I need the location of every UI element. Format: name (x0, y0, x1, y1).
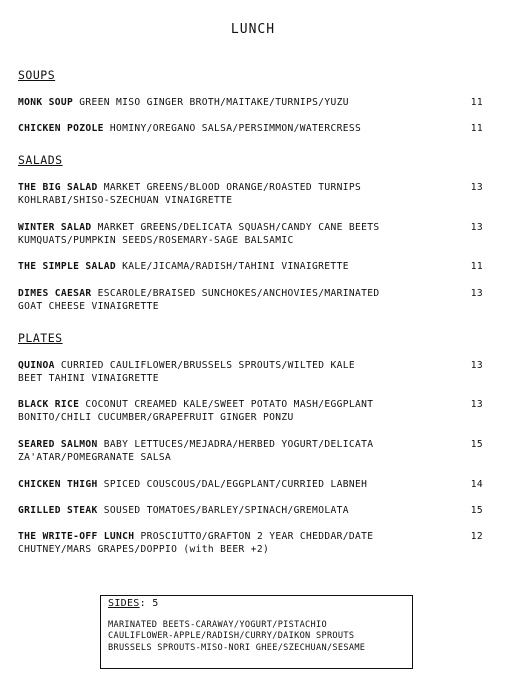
item-price: 12 (470, 531, 483, 542)
item-description: COCONUT CREAMED KALE/SWEET POTATO MASH/EGGPLANT BONITO/CHILI CUCUMBER/GRAPEFRUIT GINGER PONZU (18, 399, 374, 423)
item-price: 13 (470, 399, 483, 410)
item-price: 13 (470, 360, 483, 371)
item-name: SEARED SALMON (18, 439, 98, 450)
menu-item-simple-salad (18, 260, 488, 273)
item-name: BLACK RICE (18, 399, 80, 410)
menu-item-grilled-steak (18, 504, 488, 517)
item-description: MARKET GREENS/BLOOD ORANGE/ROASTED TURNIPS KOHLRABI/SHISO-SZECHUAN VINAIGRETTE (18, 182, 362, 206)
menu-item-chicken-pozole (18, 122, 488, 135)
menu-item-dimes-caesar (18, 287, 488, 313)
item-description: PROSCIUTTO/GRAFTON 2 YEAR CHEDDAR/DATE CHUTNEY/MARS GRAPES/DOPPIO (with BEER +2) (18, 531, 374, 555)
menu-item-chicken-thigh (18, 478, 488, 491)
menu-item-monk-soup (18, 96, 488, 109)
menu-item-black-rice (18, 398, 488, 424)
item-description: SOUSED TOMATOES/BARLEY/SPINACH/GREMOLATA (103, 505, 349, 516)
section-heading-soups: SOUPS (18, 68, 56, 82)
item-description: CURRIED CAULIFLOWER/BRUSSELS SPROUTS/WILTED KALE BEET TAHINI VINAIGRETTE (18, 360, 355, 384)
item-text (18, 260, 446, 273)
side-item: CAULIFLOWER-APPLE/RADISH/CURRY/DAIKON SPROUTS (108, 631, 355, 641)
item-description: ESCAROLE/BRAISED SUNCHOKES/ANCHOVIES/MARINATED GOAT CHEESE VINAIGRETTE (18, 288, 380, 312)
item-text (18, 122, 446, 135)
item-name: QUINOA (18, 360, 55, 371)
sides-heading (108, 598, 412, 610)
sides-box (100, 595, 413, 669)
item-name: GRILLED STEAK (18, 505, 98, 516)
item-price: 15 (470, 505, 483, 516)
item-text (18, 359, 446, 385)
item-description: GREEN MISO GINGER BROTH/MAITAKE/TURNIPS/YUZU (79, 97, 349, 108)
item-text (18, 398, 446, 424)
item-price: 11 (470, 261, 483, 272)
sides-label: SIDES (108, 598, 140, 609)
item-text (18, 181, 446, 207)
item-name: MONK SOUP (18, 97, 74, 108)
item-text (18, 504, 446, 517)
item-name: THE BIG SALAD (18, 182, 98, 193)
item-description: KALE/JICAMA/RADISH/TAHINI VINAIGRETTE (122, 261, 349, 272)
item-text (18, 530, 446, 556)
menu-title: LUNCH (230, 22, 276, 37)
item-text (18, 287, 446, 313)
item-text (18, 478, 446, 491)
item-price: 13 (470, 182, 483, 193)
section-heading-plates: PLATES (18, 331, 63, 345)
menu-item-write-off-lunch (18, 530, 488, 556)
side-item: BRUSSELS SPROUTS-MISO-NORI GHEE/SZECHUAN/SESAME (108, 642, 366, 653)
side-item: MARINATED BEETS-CARAWAY/YOGURT/PISTACHIO (108, 619, 327, 630)
item-price: 13 (470, 288, 483, 299)
item-name: WINTER SALAD (18, 222, 92, 233)
item-name: CHICKEN POZOLE (18, 123, 104, 134)
sides-price: : 5 (139, 598, 159, 609)
section-heading-salads: SALADS (18, 153, 63, 167)
item-description: BABY LETTUCES/MEJADRA/HERBED YOGURT/DELICATA ZA'ATAR/POMEGRANATE SALSA (18, 439, 374, 463)
menu-item-quinoa (18, 359, 488, 385)
item-description: MARKET GREENS/DELICATA SQUASH/CANDY CANE BEETS KUMQUATS/PUMPKIN SEEDS/ROSEMARY-SAGE BALSAMIC (18, 222, 380, 246)
item-price: 11 (470, 123, 483, 134)
item-name: THE WRITE-OFF LUNCH (18, 531, 135, 542)
menu-item-winter-salad (18, 221, 488, 247)
item-description: SPICED COUSCOUS/DAL/EGGPLANT/CURRIED LABNEH (103, 479, 368, 490)
menu-item-big-salad (18, 181, 488, 207)
item-description: HOMINY/OREGANO SALSA/PERSIMMON/WATERCRESS (109, 123, 362, 134)
item-price: 14 (470, 479, 483, 490)
item-price: 11 (470, 97, 483, 108)
item-price: 13 (470, 222, 483, 233)
menu-item-seared-salmon (18, 438, 488, 464)
item-name: THE SIMPLE SALAD (18, 261, 117, 272)
item-text (18, 438, 446, 464)
item-name: DIMES CAESAR (18, 288, 92, 299)
item-text (18, 96, 446, 109)
item-text (18, 221, 446, 247)
item-name: CHICKEN THIGH (18, 479, 98, 490)
item-price: 15 (470, 439, 483, 450)
